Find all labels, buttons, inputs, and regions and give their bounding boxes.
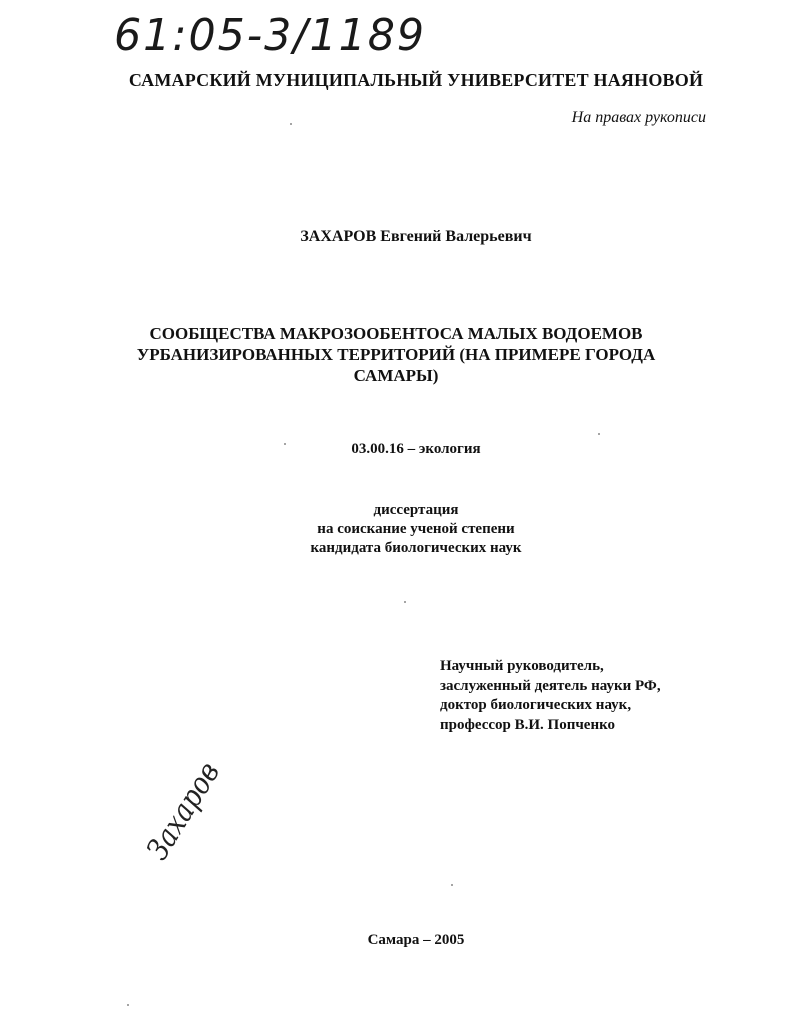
thesis-title-line: СООБЩЕСТВА МАКРОЗООБЕНТОСА МАЛЫХ ВОДОЕМОВ [149,324,643,343]
thesis-title-line: УРБАНИЗИРОВАННЫХ ТЕРРИТОРИЙ (НА ПРИМЕРЕ ГОРОДА [136,345,656,364]
supervisor-block [440,657,661,735]
scan-speck [404,601,406,603]
author-name: ЗАХАРОВ Евгений Валерьевич [300,228,532,245]
signature-text: Захаров [140,740,237,867]
supervisor-line: профессор В.И. Попченко [440,716,616,733]
scan-speck [451,884,453,886]
degree-statement [0,501,792,558]
university-name: САМАРСКИЙ МУНИЦИПАЛЬНЫЙ УНИВЕРСИТЕТ НАЯНОВОЙ [128,70,704,90]
supervisor-line: заслуженный деятель науки РФ, [440,677,661,694]
supervisor-line: доктор биологических наук, [440,697,632,713]
handwritten-code-text: 61:05-3/1189 [114,10,426,61]
scan-speck [598,433,600,435]
place-and-year: Самара – 2005 [367,932,465,948]
degree-line: диссертация [373,502,459,518]
manuscript-note: На правах рукописи [571,109,706,126]
thesis-title [120,323,672,386]
handwritten-catalog-code [112,6,432,64]
scan-speck [290,123,292,125]
thesis-title-line: САМАРЫ) [353,366,439,385]
degree-line: кандидата биологических наук [310,540,522,556]
scan-speck [284,443,286,445]
author-signature [140,740,275,870]
supervisor-line: Научный руководитель, [440,658,604,674]
scan-speck [127,1004,129,1006]
degree-line: на соискание ученой степени [317,521,515,537]
specialty-code: 03.00.16 – экология [351,441,481,457]
